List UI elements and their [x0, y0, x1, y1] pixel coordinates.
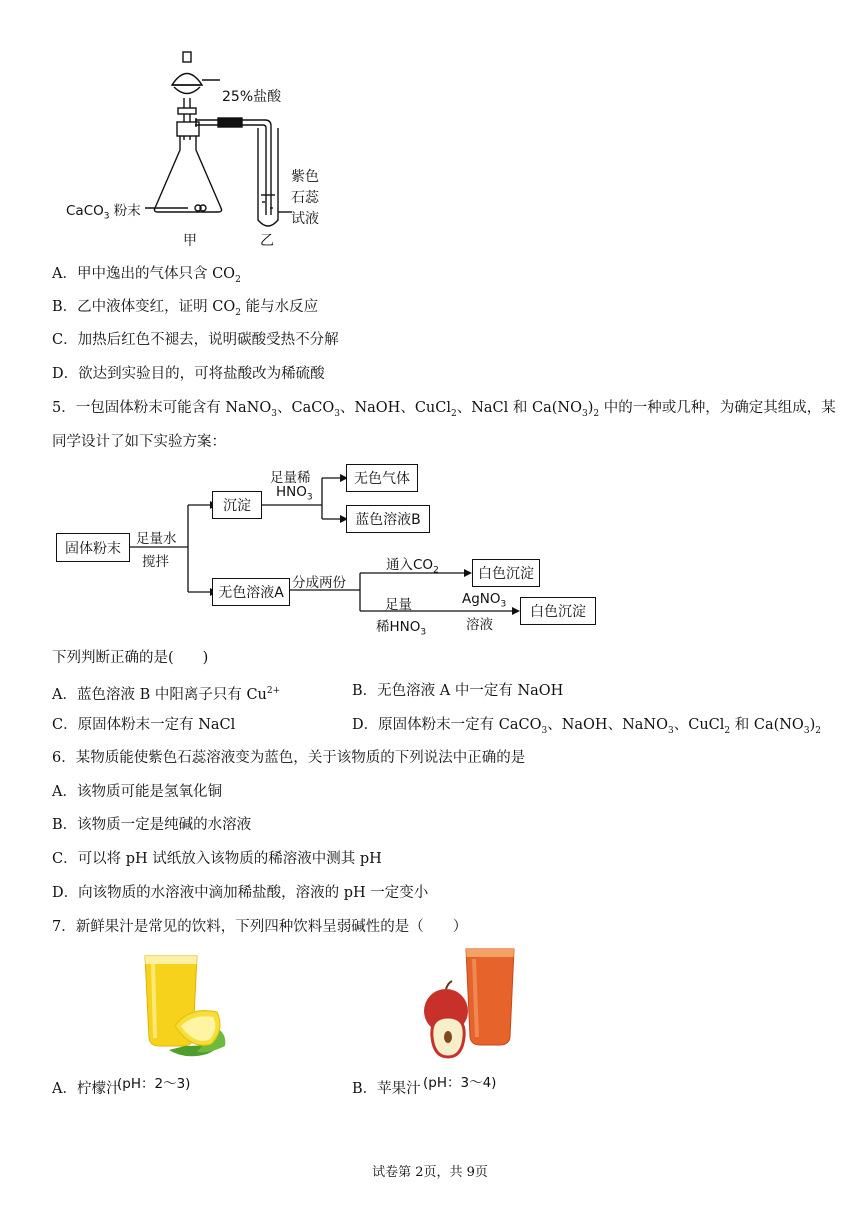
- q7-option-a-ph: (pH：2～3): [117, 1076, 191, 1092]
- flow-box-blue-solution: 蓝色溶液B: [346, 505, 430, 533]
- flow-label-agno3-2: 溶液: [466, 617, 493, 633]
- flow-label-water: 足量水: [136, 531, 177, 547]
- q5-option-d: D．原固体粉末一定有 CaCO$_3$、NaOH、NaNO$_3$、CuCl$_2$ 和 $Ca(NO_3)_2$: [352, 717, 821, 736]
- flow-box-gas: 无色气体: [346, 464, 418, 492]
- q7-option-b-ph: (pH：3～4): [423, 1075, 497, 1091]
- caco3-label: CaCO$_3$ 粉末: [66, 203, 141, 222]
- q4-option-c: C．加热后红色不褪去，说明碳酸受热不分解: [52, 332, 339, 348]
- litmus-label-3: 试液: [291, 211, 319, 227]
- q5-judge: 下列判断正确的是( ): [52, 650, 209, 666]
- q6-option-d: D．向该物质的水溶液中滴加稀盐酸，溶液的 pH 一定变小: [52, 885, 429, 901]
- lemon-juice-image: [135, 950, 235, 1062]
- q6-option-c: C．可以将 pH 试纸放入该物质的稀溶液中测其 pH: [52, 851, 382, 867]
- q5-stem-line2: 同学设计了如下实验方案：: [52, 434, 226, 450]
- q4-option-a: A．甲中逸出的气体只含 $CO_2$: [52, 266, 241, 285]
- q4-option-d: D．欲达到实验目的，可将盐酸改为稀硫酸: [52, 366, 325, 382]
- apple-juice-image: [422, 945, 532, 1063]
- litmus-label-2: 石蕊: [291, 190, 319, 206]
- flow-label-hno3-1: 足量: [385, 597, 412, 613]
- flow-label-acid-1: 足量稀: [270, 470, 311, 486]
- flow-label-agno3-1: AgNO$_3$: [462, 591, 507, 610]
- flow-box-precipitate: 沉淀: [212, 491, 262, 519]
- flow-label-acid-2: $HNO_3$: [276, 484, 313, 503]
- q5-option-b: B．无色溶液 A 中一定有 NaOH: [352, 683, 564, 699]
- q6-option-b: B．该物质一定是纯碱的水溶液: [52, 817, 252, 833]
- hcl-label: 25%盐酸: [222, 89, 282, 105]
- page-footer: 试卷第 2页，共 9页: [372, 1165, 488, 1180]
- flow-box-white-ppt-2: 白色沉淀: [520, 597, 596, 625]
- q7-option-b: B．苹果汁: [352, 1081, 421, 1097]
- flow-box-colorless-a: 无色溶液A: [212, 578, 290, 606]
- flask-label-jia: 甲: [183, 233, 197, 249]
- q6-stem: 6．某物质能使紫色石蕊溶液变为蓝色，关于该物质的下列说法中正确的是: [52, 750, 526, 766]
- flow-label-split: 分成两份: [292, 575, 346, 591]
- q6-option-a: A．该物质可能是氢氧化铜: [52, 784, 222, 800]
- flow-label-hno3-2: 稀$HNO_3$: [376, 619, 427, 638]
- flow-box-solid: 固体粉末: [56, 533, 130, 562]
- q7-stem: 7．新鲜果汁是常见的饮料，下列四种饮料呈弱碱性的是（ ）: [52, 919, 468, 935]
- q5-option-a: A．蓝色溶液 B 中阳离子只有 $Cu^{2+}$: [52, 686, 281, 703]
- litmus-label-1: 紫色: [291, 169, 319, 185]
- q5-stem-line1: 5．一包固体粉末可能含有 NaNO$_3$、CaCO$_3$、NaOH、CuCl$_2$、NaCl 和 $Ca(NO_3)_2$ 中的一种或几种，为确定其组成，某: [52, 400, 836, 419]
- flow-label-co2: 通入$CO_2$: [386, 557, 439, 576]
- q5-option-c: C．原固体粉末一定有 NaCl: [52, 717, 236, 733]
- q7-option-a: A．柠檬汁: [52, 1081, 121, 1097]
- flow-box-white-ppt-1: 白色沉淀: [472, 559, 540, 587]
- q4-option-b: B．乙中液体变红，证明 $CO_2$ 能与水反应: [52, 299, 319, 318]
- tube-label-yi: 乙: [260, 233, 274, 249]
- flow-label-stir: 搅拌: [142, 554, 169, 570]
